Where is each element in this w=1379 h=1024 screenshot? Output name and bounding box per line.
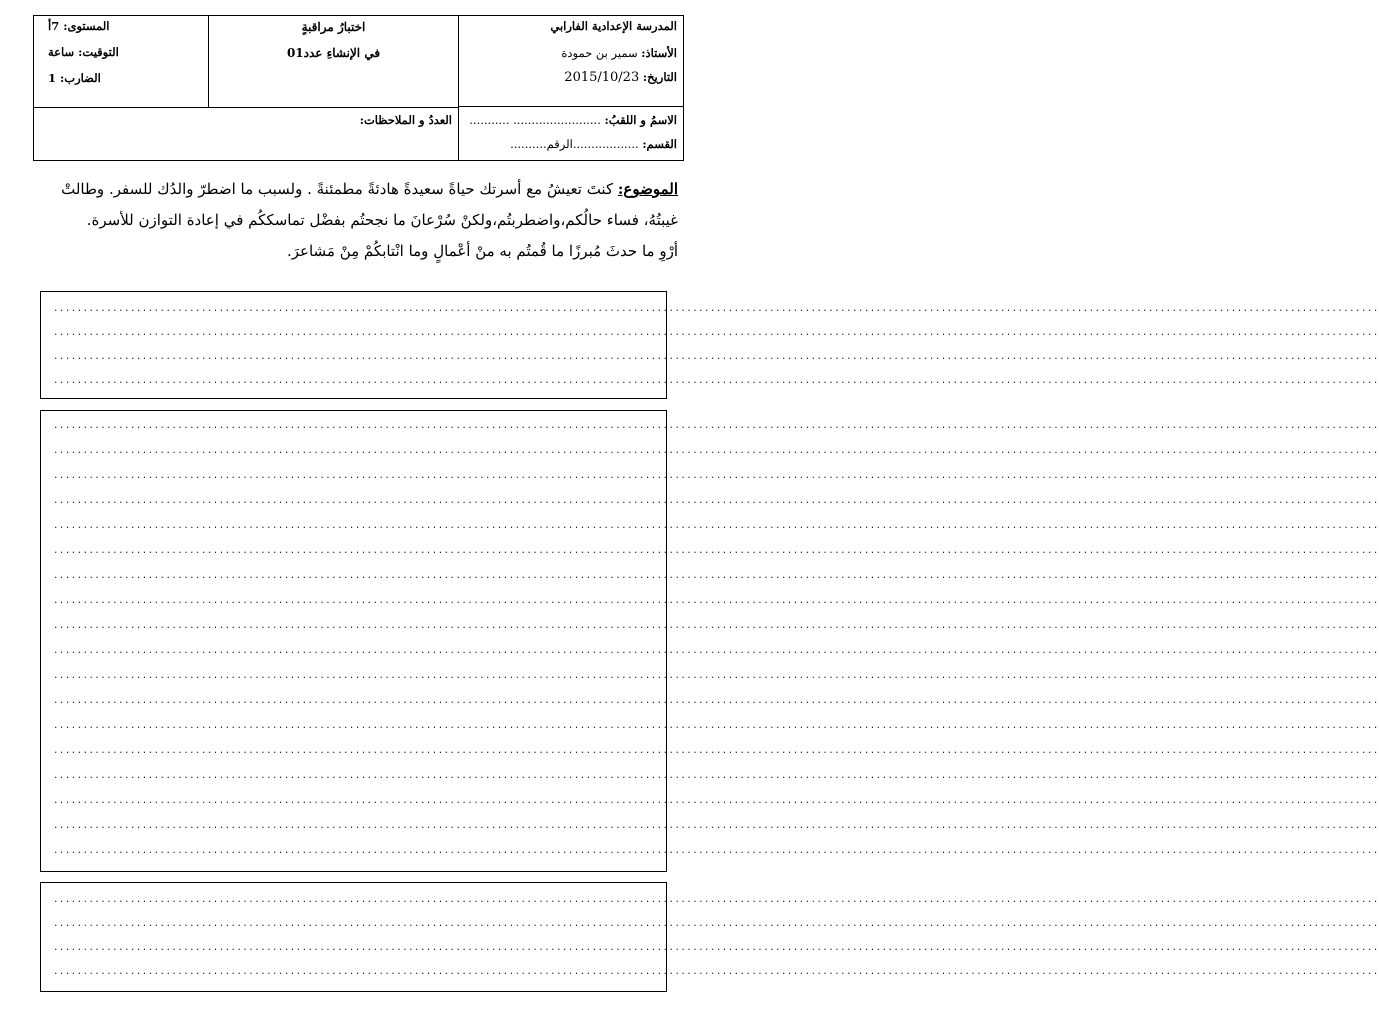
topic-line-3: أرْوِ ما حدثَ مُبرزًا ما قُمتُم به منْ أعْمالٍ وما انْتابكُمْ مِنْ مَشاعرَ.	[286, 242, 678, 260]
coefficient: الضارب: 1	[48, 71, 101, 85]
writing-line: ................................................................................................................................................................................................................................	[53, 646, 1379, 656]
exam-header	[33, 15, 684, 161]
teacher-label: الأستاذ:	[641, 46, 677, 60]
writing-line: ................................................................................................................................................................................................................................	[53, 446, 1379, 456]
level-info-cell	[34, 16, 208, 107]
name-dots: ........................ ...........	[469, 113, 601, 127]
writing-line: ................................................................................................................................................................................................................................	[53, 967, 1379, 977]
date-label: التاريخ:	[642, 70, 677, 84]
writing-line: ................................................................................................................................................................................................................................	[53, 671, 1379, 681]
student-info-cell	[458, 107, 683, 160]
writing-line: ................................................................................................................................................................................................................................	[53, 943, 1379, 953]
name-line	[469, 113, 677, 127]
writing-line: ................................................................................................................................................................................................................................	[53, 328, 1379, 338]
section-dots: ..................الرقم..........	[510, 137, 639, 151]
writing-line: ................................................................................................................................................................................................................................	[53, 596, 1379, 606]
topic-statement	[40, 174, 678, 267]
exam-info-cell	[208, 16, 458, 107]
writing-line: ................................................................................................................................................................................................................................	[53, 496, 1379, 506]
writing-line: ................................................................................................................................................................................................................................	[53, 895, 1379, 905]
exam-subject: في الإنشاءِ عدد01	[286, 46, 381, 60]
writing-line: ................................................................................................................................................................................................................................	[53, 421, 1379, 431]
score-cell	[34, 107, 458, 160]
timing: التوقيت: ساعة	[48, 45, 119, 59]
section-label: القسم:	[642, 137, 677, 151]
writing-line: ................................................................................................................................................................................................................................	[53, 821, 1379, 831]
score-label: العددُ و الملاحظات:	[359, 113, 452, 127]
date-value: 2015/10/23	[564, 70, 640, 85]
writing-line: ................................................................................................................................................................................................................................	[53, 621, 1379, 631]
writing-line: ................................................................................................................................................................................................................................	[53, 471, 1379, 481]
writing-line: ................................................................................................................................................................................................................................	[53, 352, 1379, 362]
conclusion-box[interactable]	[40, 882, 1379, 992]
introduction-box[interactable]	[40, 291, 1379, 399]
writing-line: ................................................................................................................................................................................................................................	[53, 696, 1379, 706]
topic-line-1	[40, 174, 678, 205]
teacher-name: سمير بن حمودة	[561, 46, 638, 60]
writing-line: ................................................................................................................................................................................................................................	[53, 571, 1379, 581]
topic-label: الموضوع:	[617, 180, 678, 198]
writing-line: ................................................................................................................................................................................................................................	[53, 304, 1379, 314]
name-label: الاسمُ و اللقبُ:	[604, 113, 677, 127]
writing-line: ................................................................................................................................................................................................................................	[53, 376, 1379, 386]
writing-line: ................................................................................................................................................................................................................................	[53, 846, 1379, 856]
writing-line: ................................................................................................................................................................................................................................	[53, 721, 1379, 731]
body-box[interactable]	[40, 410, 1379, 872]
topic-line-2: غيبتُهُ، فساء حالُكم،واضطربتُم،ولكنْ سُرْعانَ ما نجحتُم بفضْل تماسككُم في إعادة التوازن للأسرة.	[86, 211, 678, 229]
writing-line: ................................................................................................................................................................................................................................	[53, 521, 1379, 531]
date-line	[564, 70, 677, 85]
writing-line: ................................................................................................................................................................................................................................	[53, 771, 1379, 781]
level: المستوى: 7أ	[48, 19, 110, 33]
school-info-cell	[458, 16, 683, 107]
school-name: المدرسة الإعدادية الفارابي	[550, 19, 677, 33]
writing-line: ................................................................................................................................................................................................................................	[53, 796, 1379, 806]
writing-line: ................................................................................................................................................................................................................................	[53, 546, 1379, 556]
teacher-line	[561, 46, 677, 60]
section-line	[510, 137, 677, 151]
writing-line: ................................................................................................................................................................................................................................	[53, 919, 1379, 929]
writing-line: ................................................................................................................................................................................................................................	[53, 746, 1379, 756]
topic-text-1: كنتَ تعيشُ مع أسرتك حياةً سعيدةً هادئةً مطمئنةً . ولسبب ما اضطرّ والدُك للسفر. وطالتْ	[61, 180, 618, 198]
exam-title: اختبارُ مراقبةٍ	[301, 20, 366, 34]
